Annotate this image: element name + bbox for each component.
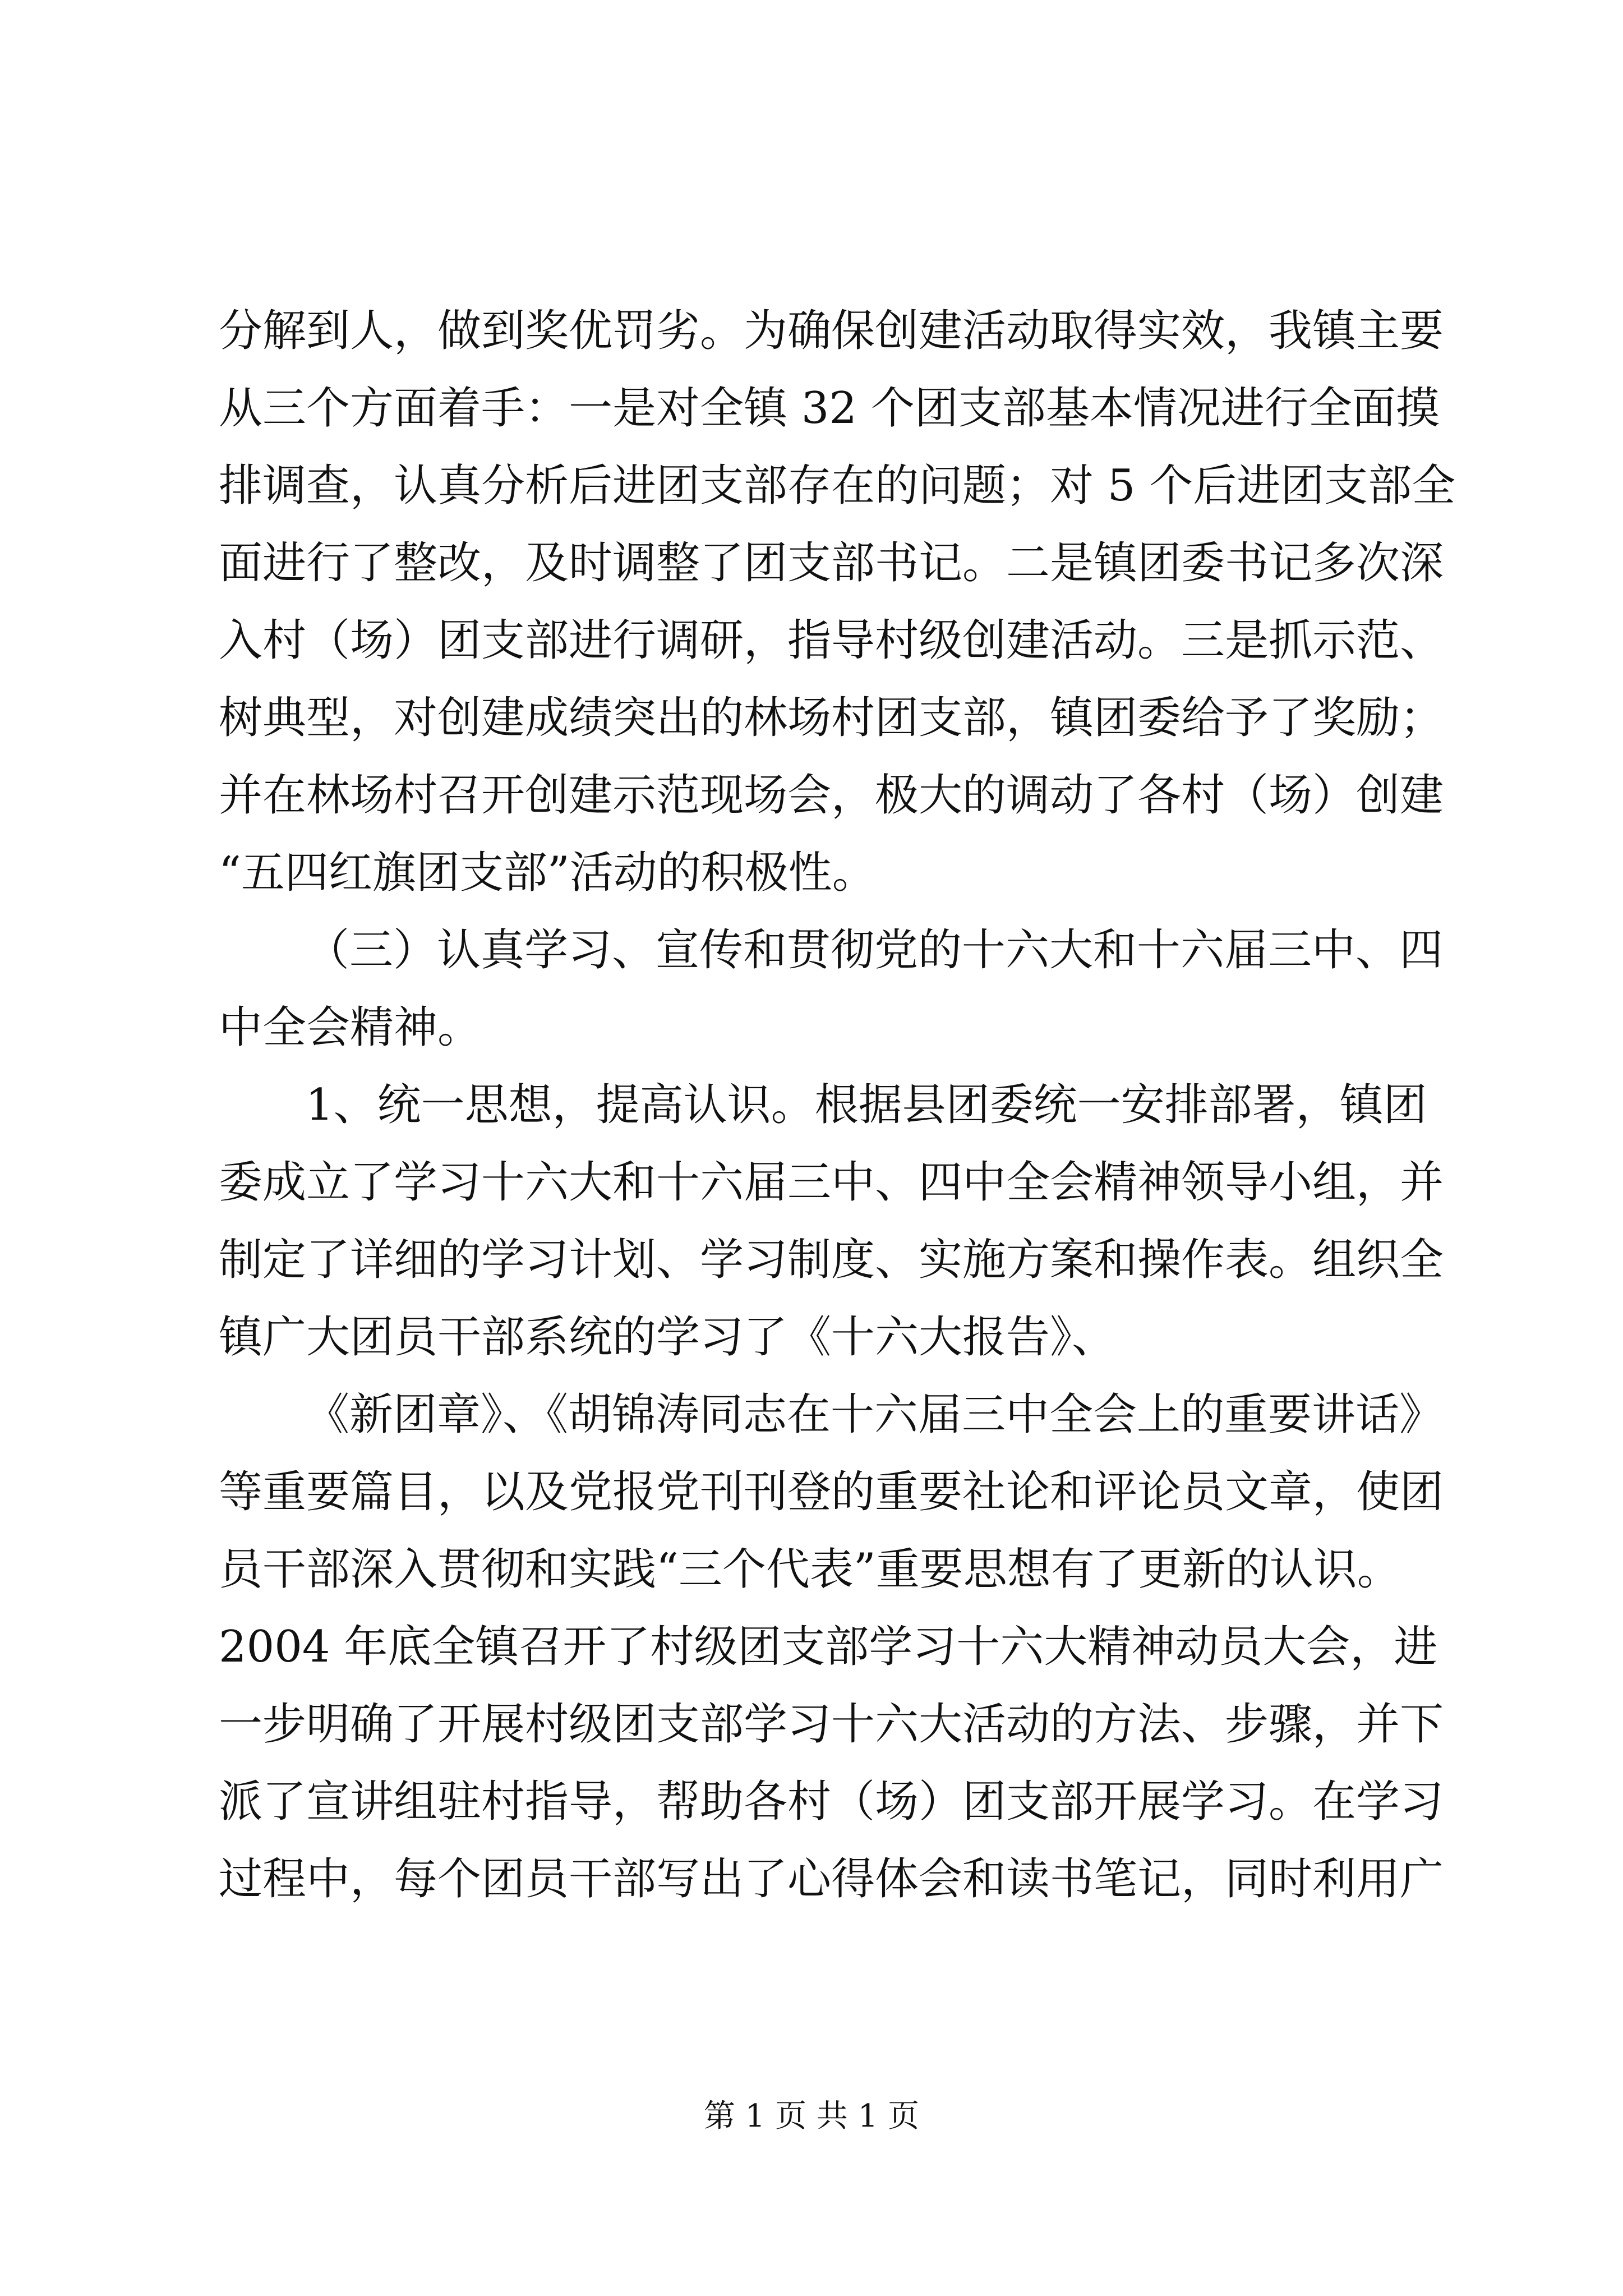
paragraph-start: 1、统一思想，提高认识。根据县团委统一安排部署，镇团 bbox=[306, 1080, 1427, 1130]
body-text-line: 等重要篇目，以及党报党刊刊登的重要社论和评论员文章，使团 bbox=[219, 1467, 1444, 1517]
body-text-line: 分解到人，做到奖优罚劣。为确保创建活动取得实效，我镇主要 bbox=[219, 306, 1444, 356]
body-text-line: 树典型，对创建成绩突出的林场村团支部，镇团委给予了奖励； bbox=[219, 693, 1444, 743]
section-heading: （三）认真学习、宣传和贯彻党的十六大和十六届三中、四 bbox=[306, 925, 1444, 976]
body-text-line: 入村（场）团支部进行调研，指导村级创建活动。三是抓示范、 bbox=[219, 615, 1444, 666]
body-text-line: 面进行了整改，及时调整了团支部书记。二是镇团委书记多次深 bbox=[219, 538, 1444, 588]
body-text-line: 过程中，每个团员干部写出了心得体会和读书笔记，同时利用广 bbox=[219, 1854, 1444, 1904]
body-text-line: “五四红旗团支部”活动的积极性。 bbox=[219, 848, 876, 898]
body-text-line: 2004 年底全镇召开了村级团支部学习十六大精神动员大会，进 bbox=[219, 1622, 1438, 1672]
body-text-line: 员干部深入贯彻和实践“三个代表”重要思想有了更新的认识。 bbox=[219, 1544, 1401, 1595]
paragraph-start: 《新团章》、《胡锦涛同志在十六届三中全会上的重要讲话》 bbox=[306, 1389, 1444, 1440]
body-text-line: 委成立了学习十六大和十六届三中、四中全会精神领导小组，并 bbox=[219, 1157, 1444, 1208]
body-text-line: 一步明确了开展村级团支部学习十六大活动的方法、步骤，并下 bbox=[219, 1699, 1444, 1750]
page-footer: 第 1 页 共 1 页 bbox=[703, 2098, 920, 2134]
body-text-line: 排调查，认真分析后进团支部存在的问题；对 5 个后进团支部全 bbox=[219, 461, 1456, 511]
body-text-line: 镇广大团员干部系统的学习了《十六大报告》、 bbox=[219, 1312, 1116, 1363]
body-text-line: 并在林场村召开创建示范现场会，极大的调动了各村（场）创建 bbox=[219, 770, 1444, 821]
body-text-line: 从三个方面着手：一是对全镇 32 个团支部基本情况进行全面摸 bbox=[219, 383, 1440, 434]
body-text-line: 制定了详细的学习计划、学习制度、实施方案和操作表。组织全 bbox=[219, 1235, 1444, 1285]
section-heading-continued: 中全会精神。 bbox=[219, 1002, 482, 1053]
body-text-line: 派了宣讲组驻村指导，帮助各村（场）团支部开展学习。在学习 bbox=[219, 1777, 1444, 1827]
